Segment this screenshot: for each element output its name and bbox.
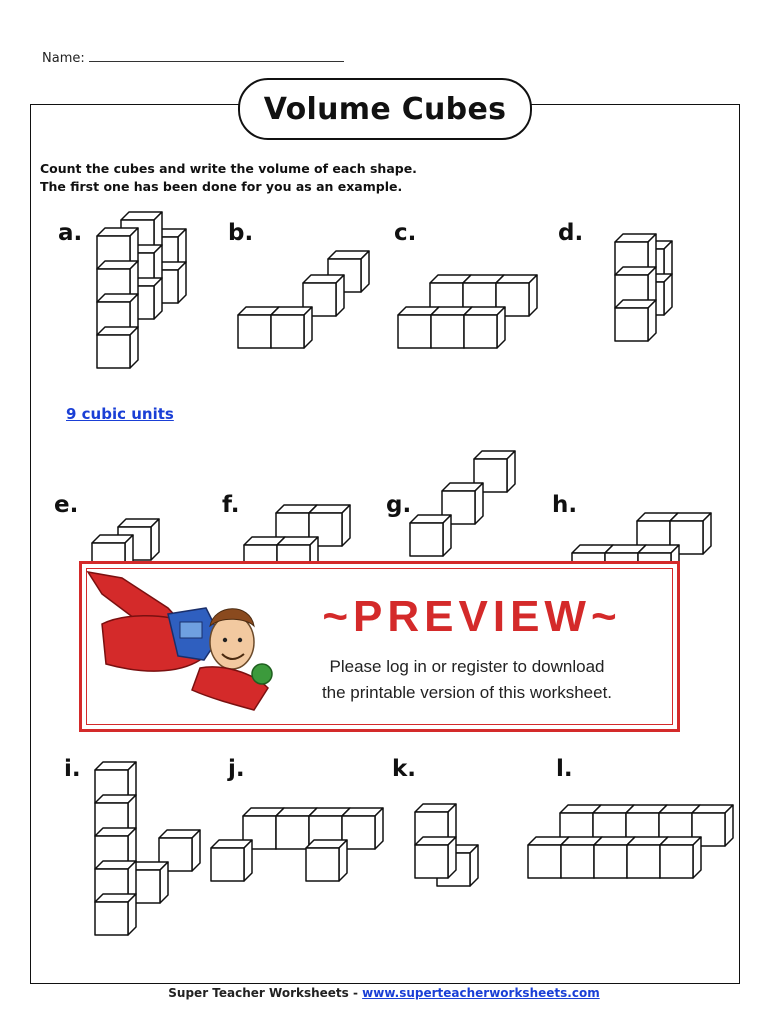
- problem-letter-a: a.: [58, 220, 83, 246]
- problem-letter-g: g.: [386, 492, 412, 518]
- footer: [0, 986, 768, 1000]
- name-label: Name:: [42, 51, 85, 66]
- problem-letter-f: f.: [222, 492, 240, 518]
- figure-b-cube: [271, 307, 312, 348]
- problem-letter-j: j.: [228, 756, 245, 782]
- preview-title: ~PREVIEW~: [322, 592, 622, 641]
- worksheet-title: Volume Cubes: [238, 78, 532, 140]
- figure-j-cube: [211, 840, 252, 881]
- figure-g-cube: [410, 515, 451, 556]
- example-answer: 9 cubic units: [66, 405, 174, 423]
- problem-letter-c: c.: [394, 220, 417, 246]
- instructions-line-1: Count the cubes and write the volume of each shape.: [40, 161, 417, 176]
- figure-d-cube: [615, 300, 656, 341]
- problem-letter-b: b.: [228, 220, 254, 246]
- figure-l-cube: [660, 837, 701, 878]
- figure-c-cube: [464, 307, 505, 348]
- superhero-mascot-icon: [82, 564, 302, 729]
- preview-message-line-2: the printable version of this worksheet.: [321, 683, 613, 702]
- problem-letter-k: k.: [392, 756, 417, 782]
- problem-letter-d: d.: [558, 220, 584, 246]
- figure-a-cube: [97, 327, 138, 368]
- figure-j-cube: [306, 840, 347, 881]
- problem-letter-h: h.: [552, 492, 578, 518]
- preview-banner[interactable]: [79, 561, 680, 732]
- figure-i-cube: [95, 894, 136, 935]
- footer-prefix: Super Teacher Worksheets -: [168, 986, 363, 1000]
- problem-letter-e: e.: [54, 492, 79, 518]
- problem-letter-i: i.: [64, 756, 81, 782]
- figure-k-cube: [415, 837, 456, 878]
- footer-link[interactable]: www.superteacherworksheets.com: [362, 986, 600, 1000]
- problem-letter-l: l.: [556, 756, 573, 782]
- preview-title-text: PREVIEW: [353, 592, 591, 641]
- preview-message: [282, 654, 652, 706]
- figure-j-cube: [342, 808, 383, 849]
- instructions-line-2: The first one has been done for you as an example.: [40, 179, 403, 194]
- preview-message-line-1: Please log in or register to download: [329, 657, 605, 676]
